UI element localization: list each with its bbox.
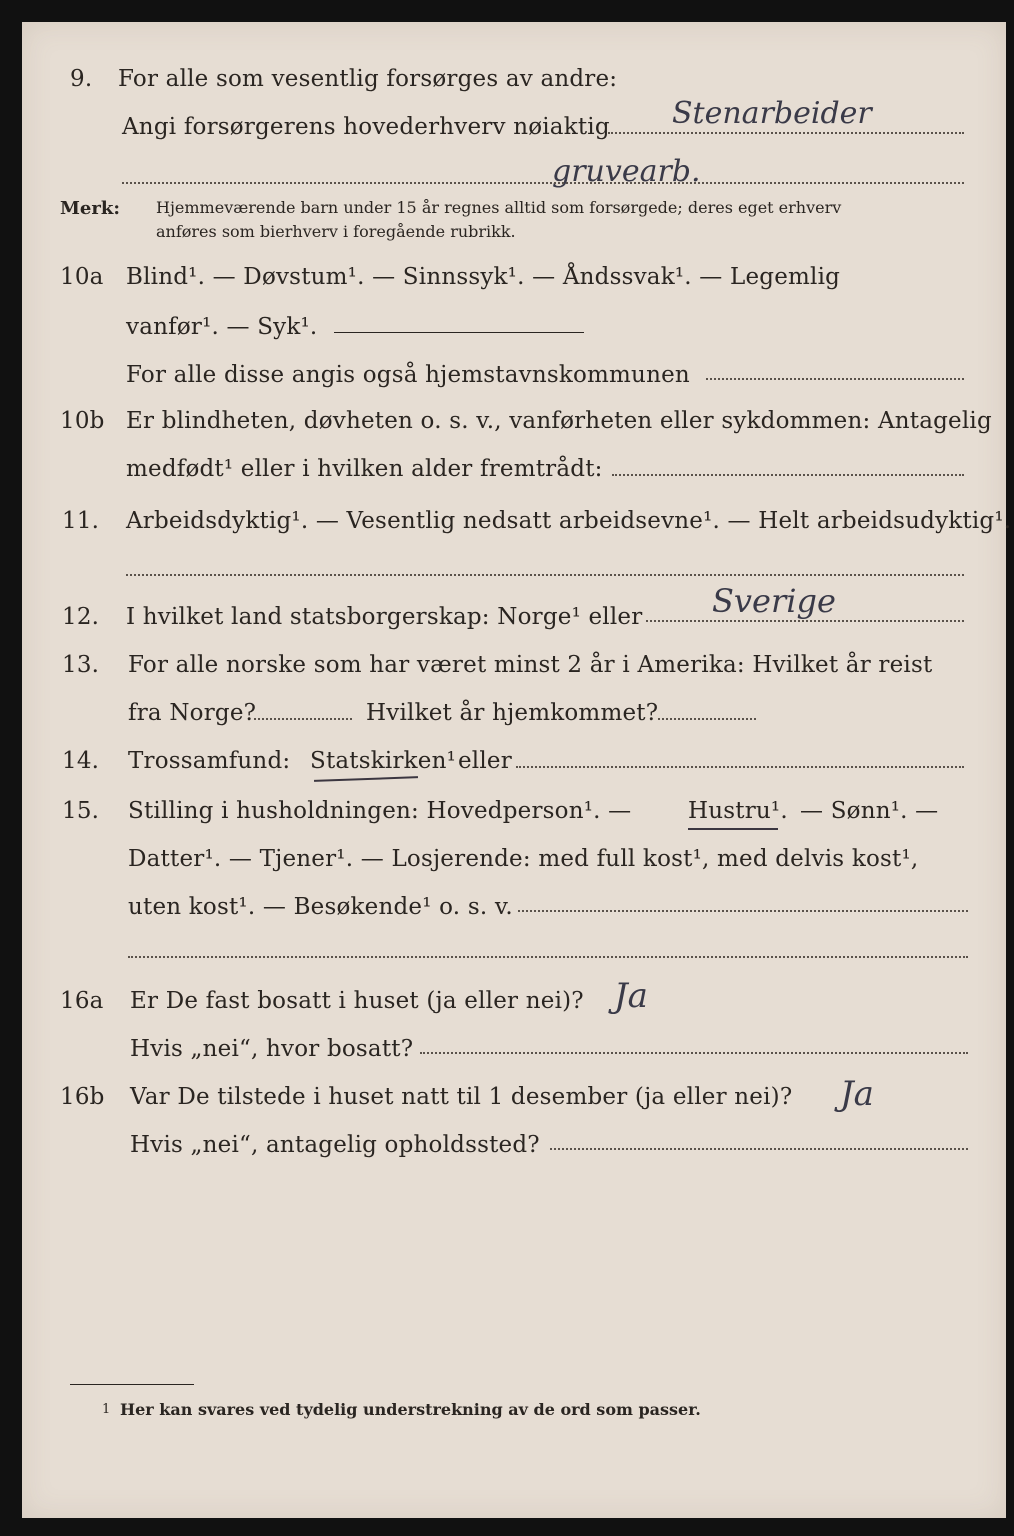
- q16b-opholdssted-line: [550, 1148, 968, 1150]
- q10b-answer-line: [612, 474, 964, 476]
- q13-line1: For alle norske som har været minst 2 år i Amerika: Hvilket år reist: [128, 652, 933, 678]
- q10a-syk-line: [334, 332, 584, 333]
- q10a-number: 10a: [60, 264, 104, 290]
- q9-number: 9.: [70, 66, 93, 92]
- q15-line1a: Stilling i husholdningen: Hovedperson¹. —: [128, 798, 632, 824]
- q15-line2: Datter¹. — Tjener¹. — Losjerende: med full kost¹, med delvis kost¹,: [128, 846, 919, 872]
- q11-number: 11.: [62, 508, 100, 534]
- q10a-line1: Blind¹. — Døvstum¹. — Sinnssyk¹. — Åndssvak¹. — Legemlig: [126, 264, 841, 290]
- q15-option-hustru: Hustru¹.: [688, 798, 788, 824]
- q9-line2: Angi forsørgerens hovederhverv nøiaktig: [122, 114, 610, 140]
- merk-line2: anføres som bierhverv i foregående rubrikk.: [156, 222, 516, 241]
- q12-number: 12.: [62, 604, 100, 630]
- q13-hjemkommet-line: [658, 718, 756, 720]
- q15-answer-line: [518, 910, 968, 912]
- q16b-line1: Var De tilstede i huset natt til 1 desember (ja eller nei)?: [130, 1084, 793, 1110]
- q15-line1c: — Sønn¹. —: [800, 798, 939, 824]
- q14-option-statskirken: Statskirken¹: [310, 748, 457, 774]
- q9-answer-line-2: [122, 182, 964, 184]
- q12-answer-line: [646, 620, 964, 622]
- q16b-number: 16b: [60, 1084, 105, 1110]
- q13-line2a: fra Norge?: [128, 700, 257, 726]
- merk-line1: Hjemmeværende barn under 15 år regnes alltid som forsørgede; deres eget erhverv: [156, 198, 842, 217]
- q13-reist-line: [254, 718, 352, 720]
- q14-number: 14.: [62, 748, 100, 774]
- q14-rest: eller: [458, 748, 512, 774]
- q13-number: 13.: [62, 652, 100, 678]
- footnote-rule: [70, 1384, 194, 1385]
- q16a-answer-handwritten[interactable]: Ja: [614, 976, 648, 1016]
- q15-number: 15.: [62, 798, 100, 824]
- footnote-text: Her kan svares ved tydelig understrekning av de ord som passer.: [120, 1400, 701, 1419]
- q10a-hjemstavn-line: [706, 378, 964, 380]
- q16b-answer-handwritten[interactable]: Ja: [840, 1074, 874, 1114]
- q16a-bosatt-line: [420, 1052, 968, 1054]
- q13-line2b: Hvilket år hjemkommet?: [366, 700, 659, 726]
- q16a-line1: Er De fast bosatt i huset (ja eller nei)?: [130, 988, 584, 1014]
- q9-line1: For alle som vesentlig forsørges av andre:: [118, 66, 618, 92]
- q9-answer-line: [608, 132, 964, 134]
- q10b-line1: Er blindheten, døvheten o. s. v., vanførheten eller sykdommen: Antagelig: [126, 408, 992, 434]
- merk-label: Merk:: [60, 198, 120, 219]
- q15-line3: uten kost¹. — Besøkende¹ o. s. v.: [128, 894, 513, 920]
- q10b-line2: medfødt¹ eller i hvilken alder fremtrådt:: [126, 456, 603, 482]
- q10a-line3: For alle disse angis også hjemstavnskommunen: [126, 362, 690, 388]
- q16a-number: 16a: [60, 988, 104, 1014]
- q14-underline-mark: [314, 776, 418, 782]
- footnote-mark: 1: [102, 1402, 111, 1417]
- q11-answer-line: [126, 574, 964, 576]
- q11-line1: Arbeidsdyktig¹. — Vesentlig nedsatt arbeidsevne¹. — Helt arbeidsudyktig¹.: [126, 508, 1012, 534]
- q15-answer-line-2: [128, 956, 968, 958]
- q10a-line2: vanfør¹. — Syk¹.: [126, 314, 318, 340]
- q16b-line2: Hvis „nei“, antagelig opholdssted?: [130, 1132, 540, 1158]
- q9-answer-handwritten-2[interactable]: gruvearb.: [552, 154, 701, 189]
- census-form-page: [22, 22, 1012, 1518]
- q12-answer-handwritten[interactable]: Sverige: [712, 582, 836, 620]
- q9-answer-handwritten-1[interactable]: Stenarbeider: [672, 96, 872, 131]
- q15-underline-mark: [688, 828, 778, 830]
- q16a-line2: Hvis „nei“, hvor bosatt?: [130, 1036, 414, 1062]
- q12-line1: I hvilket land statsborgerskap: Norge¹ eller: [126, 604, 643, 630]
- q10b-number: 10b: [60, 408, 105, 434]
- q14-answer-line: [516, 766, 964, 768]
- q14-line1: Trossamfund:: [128, 748, 291, 774]
